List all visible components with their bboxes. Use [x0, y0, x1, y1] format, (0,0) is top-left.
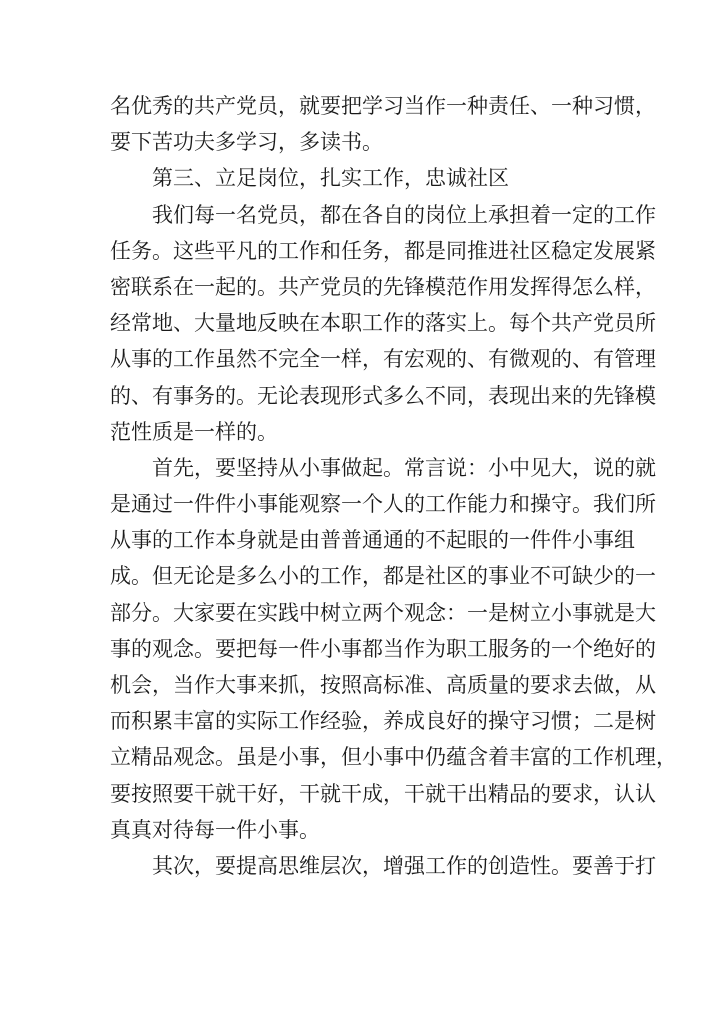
text-line: 从事的工作本身就是由普普通通的不起眼的一件件小事组: [110, 528, 635, 553]
text-line: 任务。这些平凡的工作和任务，都是同推进社区稳定发展紧: [110, 238, 656, 263]
text-line: 密联系在一起的。共产党员的先锋模范作用发挥得怎么样，: [110, 274, 656, 299]
text-line: 我们每一名党员，都在各自的岗位上承担着一定的工作: [152, 202, 656, 227]
paragraph: [110, 848, 656, 884]
text-line: 从事的工作虽然不完全一样，有宏观的、有微观的、有管理: [110, 347, 656, 372]
text-line: 范性质是一样的。: [110, 419, 278, 444]
text-line: 成。但无论是多么小的工作，都是社区的事业不可缺少的一: [110, 564, 656, 589]
text-line: 经常地、大量地反映在本职工作的落实上。每个共产党员所: [110, 311, 656, 336]
text-line: 的、有事务的。无论表现形式多么不同，表现出来的先锋模: [110, 383, 656, 408]
text-line: 事的观念。要把每一件小事都当作为职工服务的一个绝好的: [110, 636, 656, 661]
document-body: [110, 88, 677, 884]
text-line: 名优秀的共产党员，就要把学习当作一种责任、一种习惯，: [110, 94, 656, 118]
text-line: 首先，要坚持从小事做起。常言说：小中见大，说的就: [152, 455, 656, 480]
text-line: 真真对待每一件小事。: [110, 817, 320, 842]
text-line: 部分。大家要在实践中树立两个观念：一是树立小事就是大: [110, 600, 656, 625]
paragraph: [110, 197, 656, 450]
text-line: 第三、立足岗位，扎实工作，忠诚社区: [152, 166, 509, 191]
paragraph: [110, 88, 656, 160]
paragraph: [110, 450, 677, 848]
text-line: 而积累丰富的实际工作经验，养成良好的操守习惯；二是树: [110, 709, 656, 734]
text-line: 其次，要提高思维层次，增强工作的创造性。要善于打: [152, 853, 656, 878]
text-line: 要按照要干就干好，干就干成，干就干出精品的要求，认认: [110, 781, 656, 806]
paragraph: [110, 160, 610, 196]
text-line: 立精品观念。虽是小事，但小事中仍蕴含着丰富的工作机理，: [110, 745, 677, 770]
text-line: 机会，当作大事来抓，按照高标准、高质量的要求去做，从: [110, 673, 656, 697]
text-line: 要下苦功夫多学习，多读书。: [110, 130, 383, 155]
text-line: 是通过一件件小事能观察一个人的工作能力和操守。我们所: [110, 492, 656, 517]
